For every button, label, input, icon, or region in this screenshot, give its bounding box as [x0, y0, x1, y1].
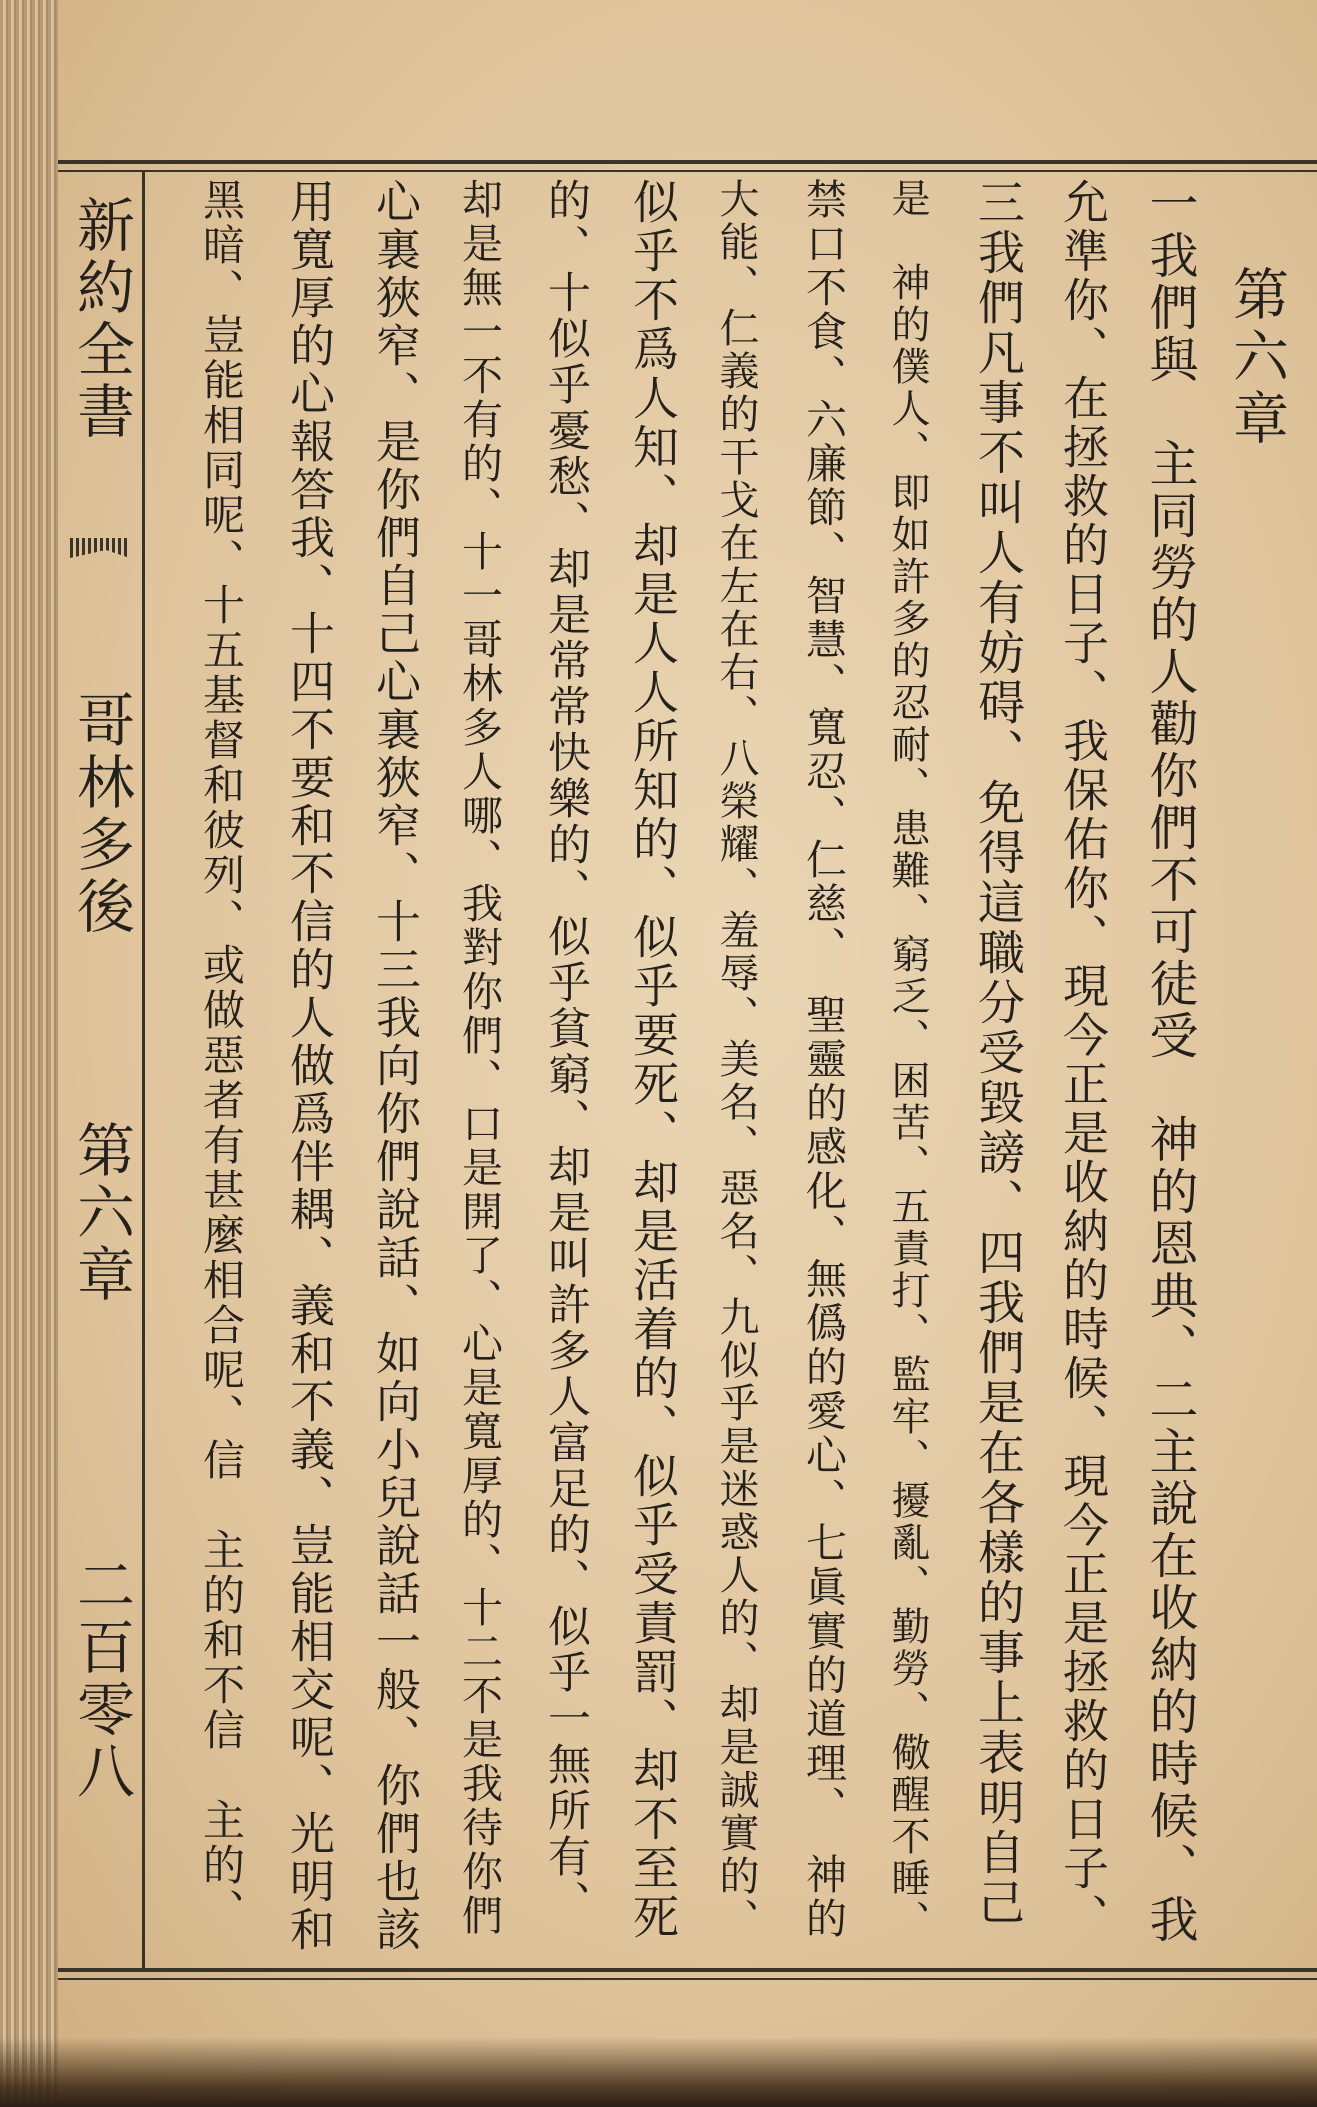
bottom-border-rule-thin	[58, 1978, 1317, 1980]
text-column-1: 一我們與 主同勞的人勸你們不可徒受 神的恩典、二主說在收納的時候、我	[1142, 178, 1199, 1946]
text-column-5: 禁口不食、六廉節、智慧、寬忍、仁慈、 聖靈的感化、無僞的愛心、七眞實的道理、 神的	[799, 178, 847, 1941]
bottom-border-rule	[58, 1968, 1317, 1972]
text-column-7: 似乎不爲人知、却是人人所知的、似乎要死、却是活着的、似乎受責罰、却不至死	[626, 178, 680, 1942]
text-column-10: 心裏狹窄、是你們自己心裏狹窄、十三我向你們說話、如向小兒說話一般、你們也該	[368, 178, 421, 1954]
text-column-4: 是 神的僕人、即如許多的忍耐、患難、窮乏、困苦、五責打、監牢、擾亂、勤勞、儆醒不睡、	[885, 178, 930, 1942]
book-title: 新約全書	[67, 195, 135, 443]
chapter-heading: 第六章	[1224, 265, 1289, 451]
text-column-11: 用寬厚的心報答我、十四不要和不信的人做爲伴耦、義和不義、豈能相交呢、光明和	[282, 178, 335, 1954]
book-name: 哥林多後	[67, 690, 135, 938]
page-bottom-shadow	[0, 2037, 1317, 2107]
text-column-9: 却是無一不有的、十一哥林多人哪、我對你們、口是開了、心是寬厚的、十二不是我待你們	[455, 178, 503, 1938]
margin-divider-rule	[142, 172, 145, 1968]
page-number: 二百零八	[67, 1555, 135, 1803]
text-column-8: 的、十似乎憂愁、却是常常快樂的、似乎貧窮、却是叫許多人富足的、似乎一無所有、	[541, 178, 591, 1926]
text-column-6: 大能、仁義的干戈在左在右、八榮耀、羞辱、美名、惡名、九似乎是迷惑人的、却是誠實的、	[713, 178, 759, 1941]
top-border-rule-thin	[58, 170, 1317, 172]
page-edge	[0, 0, 58, 2107]
text-column-3: 三我們凡事不叫人有妨碍、免得這職分受毀謗、四我們是在各樣的事上表明自己	[970, 178, 1025, 1928]
top-border-rule	[58, 160, 1317, 164]
text-column-12: 黑暗、豈能相同呢、十五基督和彼列、或做惡者有甚麼相合呢、信 主的和不信 主的、	[197, 178, 246, 1933]
fishtail-ornament	[70, 538, 130, 558]
text-column-2: 允準你、在拯救的日子、我保佑你、現今正是收納的時候、現今正是拯救的日子、	[1056, 178, 1110, 1942]
margin-chapter: 第六章	[67, 1120, 135, 1306]
